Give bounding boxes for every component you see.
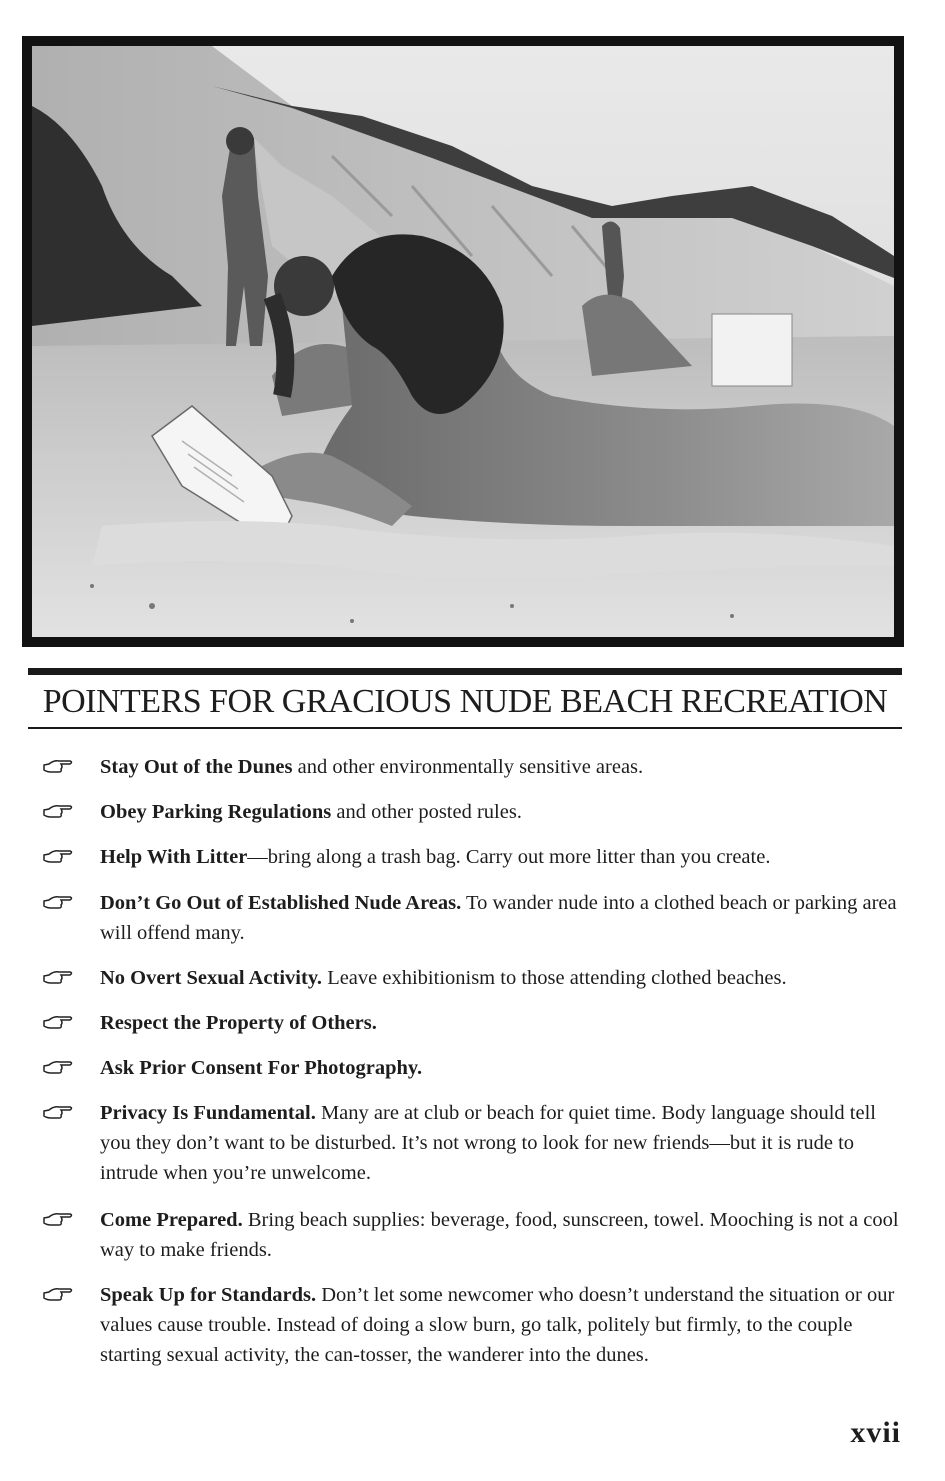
list-item bbox=[100, 888, 908, 948]
list-item bbox=[100, 1205, 908, 1265]
rule-heading: Help With Litter bbox=[100, 846, 248, 868]
pointing-hand-icon bbox=[42, 1102, 74, 1122]
rule-text: Many are at club or beach for quiet time. Body language should tell you they don’t want to be disturbed. It’s not wrong to look for new friends—but it is rude to intrude when you’re unwelcome. bbox=[100, 1102, 876, 1184]
list-item bbox=[100, 963, 908, 993]
pointing-hand-icon bbox=[42, 801, 74, 821]
pointing-hand-icon bbox=[42, 967, 74, 987]
rule-text: and other environmentally sensitive areas. bbox=[292, 756, 644, 778]
pointing-hand-icon bbox=[42, 892, 74, 912]
rule-heading: Obey Parking Regulations bbox=[100, 801, 332, 823]
rule-heading: Respect the Property of Others. bbox=[100, 1012, 377, 1034]
list-item bbox=[100, 752, 908, 782]
section-title: POINTERS FOR GRACIOUS NUDE BEACH RECREATION bbox=[42, 683, 888, 720]
rule-text: Leave exhibitionism to those attending clothed beaches. bbox=[322, 967, 787, 989]
list-item bbox=[100, 1280, 908, 1370]
list-item bbox=[100, 1098, 908, 1188]
rule-text: —bring along a trash bag. Carry out more litter than you create. bbox=[247, 846, 771, 868]
rule-heading: Ask Prior Consent For Photography. bbox=[100, 1057, 423, 1079]
list-item bbox=[100, 1053, 908, 1083]
pointing-hand-icon bbox=[42, 1284, 74, 1304]
rule-heading: Stay Out of the Dunes bbox=[100, 756, 293, 778]
pointing-hand-icon bbox=[42, 756, 74, 776]
list-item bbox=[100, 842, 908, 872]
rule-heading: Don’t Go Out of Established Nude Areas. bbox=[100, 892, 462, 914]
rule-text: To wander nude into a clothed beach or parking area will offend many. bbox=[100, 892, 897, 944]
pointing-hand-icon bbox=[42, 1012, 74, 1032]
pointing-hand-icon bbox=[42, 1209, 74, 1229]
list-item bbox=[100, 797, 908, 827]
rule-text: and other posted rules. bbox=[331, 801, 522, 823]
rule-heading: Privacy Is Fundamental. bbox=[100, 1102, 316, 1124]
rule-heading: Speak Up for Standards. bbox=[100, 1284, 317, 1306]
rule-text: Don’t let some newcomer who doesn’t understand the situation or our values cause trouble. Instead of doing a slow burn, go talk, politely but firmly, to the couple starting sexual activity, the can-tosser, the wanderer into the dunes. bbox=[100, 1284, 895, 1366]
pointing-hand-icon bbox=[42, 1057, 74, 1077]
page-number: xvii bbox=[850, 1416, 901, 1449]
rule-heading: No Overt Sexual Activity. bbox=[100, 967, 323, 989]
rule-text: Bring beach supplies: beverage, food, sunscreen, towel. Mooching is not a cool way to make friends. bbox=[100, 1209, 899, 1261]
pointing-hand-icon bbox=[42, 846, 74, 866]
rule-heading: Come Prepared. bbox=[100, 1209, 243, 1231]
list-item bbox=[100, 1008, 908, 1038]
